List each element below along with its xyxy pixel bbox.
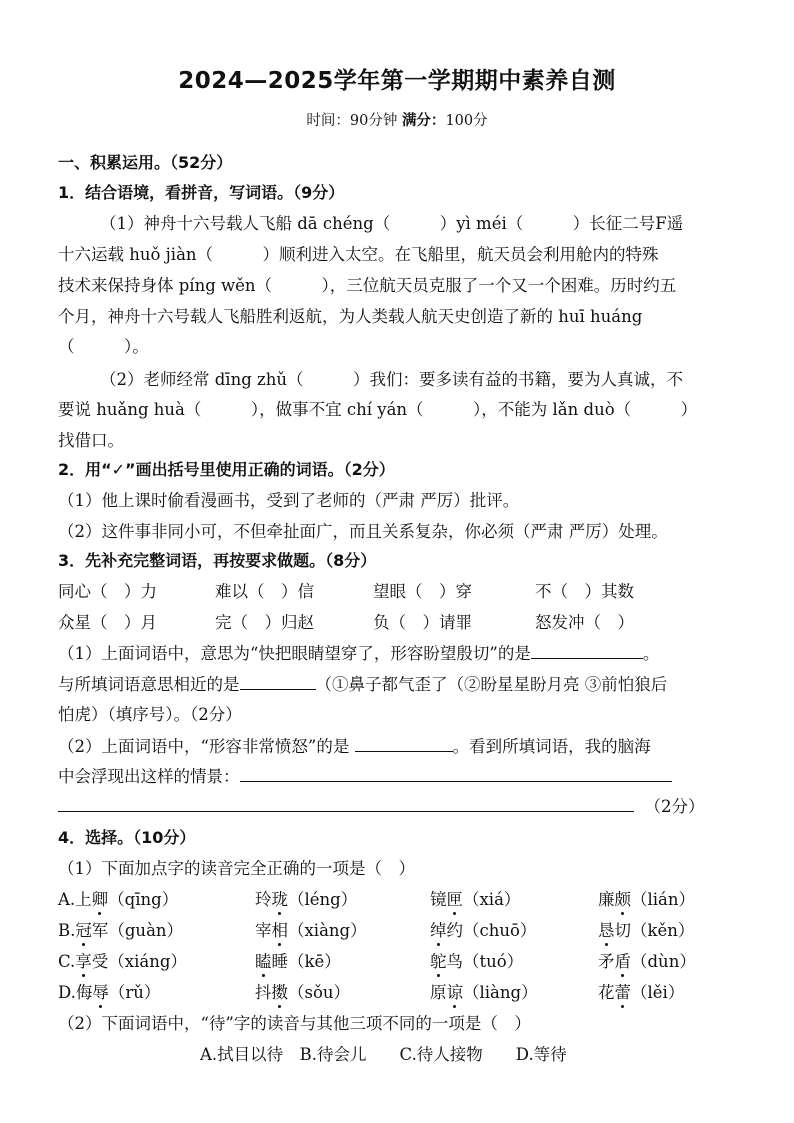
choice-pinyin: 鸟（tuó）: [446, 952, 524, 971]
choice-pinyin: （lěi）: [631, 983, 685, 1002]
answer-line[interactable]: [240, 765, 672, 782]
choice-pinyin: （xiàng）: [288, 921, 367, 940]
choice-text: 矛: [598, 952, 615, 971]
dotted-char: 颇: [615, 886, 632, 910]
q4-sub2-options: A.拭目以待 B.待会儿 C.待人接物 D.等待: [200, 1045, 567, 1064]
choice-item: [255, 886, 357, 910]
dotted-char: 谅: [447, 979, 464, 1003]
choice-item: [58, 917, 183, 941]
choice-text: 宰: [255, 921, 272, 940]
dotted-char: 相: [272, 917, 289, 941]
choice-item: [430, 979, 538, 1003]
choice-pinyin: 睡（kē）: [271, 952, 341, 971]
choice-pinyin: （léng）: [288, 890, 358, 909]
dotted-char: 珑: [272, 886, 289, 910]
answer-blank[interactable]: [240, 673, 316, 690]
q1-p2-line: （2）老师经常 dīng zhǔ（ ）我们：要多读有益的书籍，要为人真诚，不: [100, 370, 683, 389]
q1-p2-line: 要说 huǎng huà（ ），做事不宜 chí yán（ ），不能为 lǎn duò（ ）: [58, 400, 698, 419]
choice-text: A.上: [58, 890, 92, 909]
q2-item: （1）他上课时偷看漫画书，受到了老师的（严肃 严厉）批评。: [58, 491, 520, 510]
choice-item: [430, 886, 520, 910]
q1-title: 1．结合语境，看拼音，写词语。（9分）: [58, 183, 345, 202]
q4-sub1: （1）下面加点字的读音完全正确的一项是（ ）: [58, 859, 415, 878]
full-score-label: 满分：: [401, 113, 446, 129]
q3-title: 3．先补充完整词语，再按要求做题。（8分）: [58, 551, 377, 570]
q3-sub1: （1）上面词语中，意思为“快把眼睛望穿了，形容盼望殷切”的是 。: [58, 644, 660, 663]
choice-text: 原: [430, 983, 447, 1002]
choice-pinyin: 军（guàn）: [91, 921, 184, 940]
q1-p1-line: （ ）。: [58, 337, 149, 356]
dotted-char: 匣: [447, 886, 464, 910]
choice-item: [430, 948, 523, 972]
choice-pinyin: （qīng）: [108, 890, 179, 909]
q4-title: 4．选择。（10分）: [58, 828, 196, 847]
q1-p1-line: 十六运载 huǒ jiàn（ ）顺利进入太空。在飞船里，航天员会利用舱内的特殊: [58, 245, 659, 264]
choice-text: 镜: [430, 890, 447, 909]
choice-pinyin: （lián）: [631, 890, 696, 909]
choice-pinyin: （liàng）: [463, 983, 538, 1002]
choice-text: C.: [58, 952, 76, 971]
q3-sub2: （2）上面词语中，“形容非常愤怒”的是 。看到所填词语，我的脑海: [58, 737, 651, 756]
dotted-char: 瞌: [255, 948, 272, 972]
full-score-value: 100分: [445, 113, 488, 129]
q1-p1-line: 个月，神舟十六号载人飞船胜利返航，为人类载人航天史创造了新的 huī huáng: [58, 307, 643, 326]
choice-text: 花: [598, 983, 615, 1002]
q2-title: 2．用“✓”画出括号里使用正确的词语。（2分）: [58, 460, 395, 479]
choice-item: [598, 948, 696, 972]
choice-pinyin: 切（kěn）: [614, 921, 695, 940]
choice-text: 廉: [598, 890, 615, 909]
exam-time: 时间：90分钟: [306, 113, 398, 129]
choice-pinyin: （dùn）: [631, 952, 696, 971]
choice-item: [598, 917, 694, 941]
choice-item: [58, 979, 160, 1003]
choice-pinyin: （rǔ）: [108, 983, 161, 1002]
choice-item: [255, 948, 341, 972]
choice-pinyin: （xiá）: [463, 890, 521, 909]
choice-pinyin: （sǒu）: [288, 983, 351, 1002]
idiom-item: 望眼（ ）穿: [373, 582, 472, 601]
dotted-char: 鸵: [430, 948, 447, 972]
exam-info: [0, 109, 794, 130]
answer-blank[interactable]: [355, 735, 453, 752]
idiom-item: 同心（ ）力: [58, 582, 157, 601]
idiom-item: 负（ ）请罪: [373, 613, 472, 632]
choice-text: 抖: [255, 983, 272, 1002]
dotted-char: 绰: [430, 917, 447, 941]
section-heading: 一、积累运用。（52分）: [58, 153, 233, 172]
page-title: 2024—2025学年第一学期期中素养自测: [178, 68, 616, 94]
q3-sub1-b: 与所填词语意思相近的是 （①鼻子都气歪了（②盼星星盼月亮 ③前怕狼后: [58, 675, 668, 694]
choice-item: [598, 886, 695, 910]
choice-pinyin: 约（chuō）: [446, 921, 537, 940]
choice-item: [255, 917, 367, 941]
q1-p1-line: 技术来保持身体 píng wěn（ ），三位航天员克服了一个又一个困难。历时约五: [58, 276, 677, 295]
dotted-char: 擞: [272, 979, 289, 1003]
idiom-item: 完（ ）归赵: [215, 613, 314, 632]
q4-sub2: （2）下面词语中，“待”字的读音与其他三项不同的一项是（ ）: [58, 1014, 531, 1033]
dotted-char: 恳: [598, 917, 615, 941]
answer-line[interactable]: [58, 795, 634, 812]
dotted-char: 辱: [92, 979, 109, 1003]
choice-text: 玲: [255, 890, 272, 909]
dotted-char: 冠: [75, 917, 92, 941]
q3-sub2-c: （2分）: [58, 793, 705, 817]
choice-text: D.侮: [58, 983, 93, 1002]
choice-item: [58, 886, 178, 910]
idiom-item: 众星（ ）月: [58, 613, 157, 632]
dotted-char: 盾: [615, 948, 632, 972]
choice-item: [255, 979, 350, 1003]
choice-pinyin: 受（xiáng）: [91, 952, 187, 971]
q1-p1-line: （1）神舟十六号载人飞船 dā chéng（ ）yì méi（ ）长征二号F遥: [100, 214, 684, 233]
choice-item: [598, 979, 684, 1003]
choice-item: [58, 948, 187, 972]
choice-text: B.: [58, 921, 76, 940]
dotted-char: 卿: [92, 886, 109, 910]
idiom-item: 怒发冲（ ）: [535, 613, 634, 632]
answer-blank[interactable]: [531, 642, 643, 659]
q3-sub2-b: 中会浮现出这样的情景：: [58, 763, 672, 787]
dotted-char: 享: [75, 948, 92, 972]
dotted-char: 蕾: [615, 979, 632, 1003]
choice-item: [430, 917, 536, 941]
q3-sub1-c: 怕虎）（填序号）。（2分）: [58, 705, 242, 724]
idiom-item: 不（ ）其数: [535, 582, 634, 601]
idiom-item: 难以（ ）信: [215, 582, 314, 601]
q1-p2-line: 找借口。: [58, 431, 124, 450]
q2-item: （2）这件事非同小可，不但牵扯面广，而且关系复杂，你必须（严肃 严厉）处理。: [58, 522, 668, 541]
